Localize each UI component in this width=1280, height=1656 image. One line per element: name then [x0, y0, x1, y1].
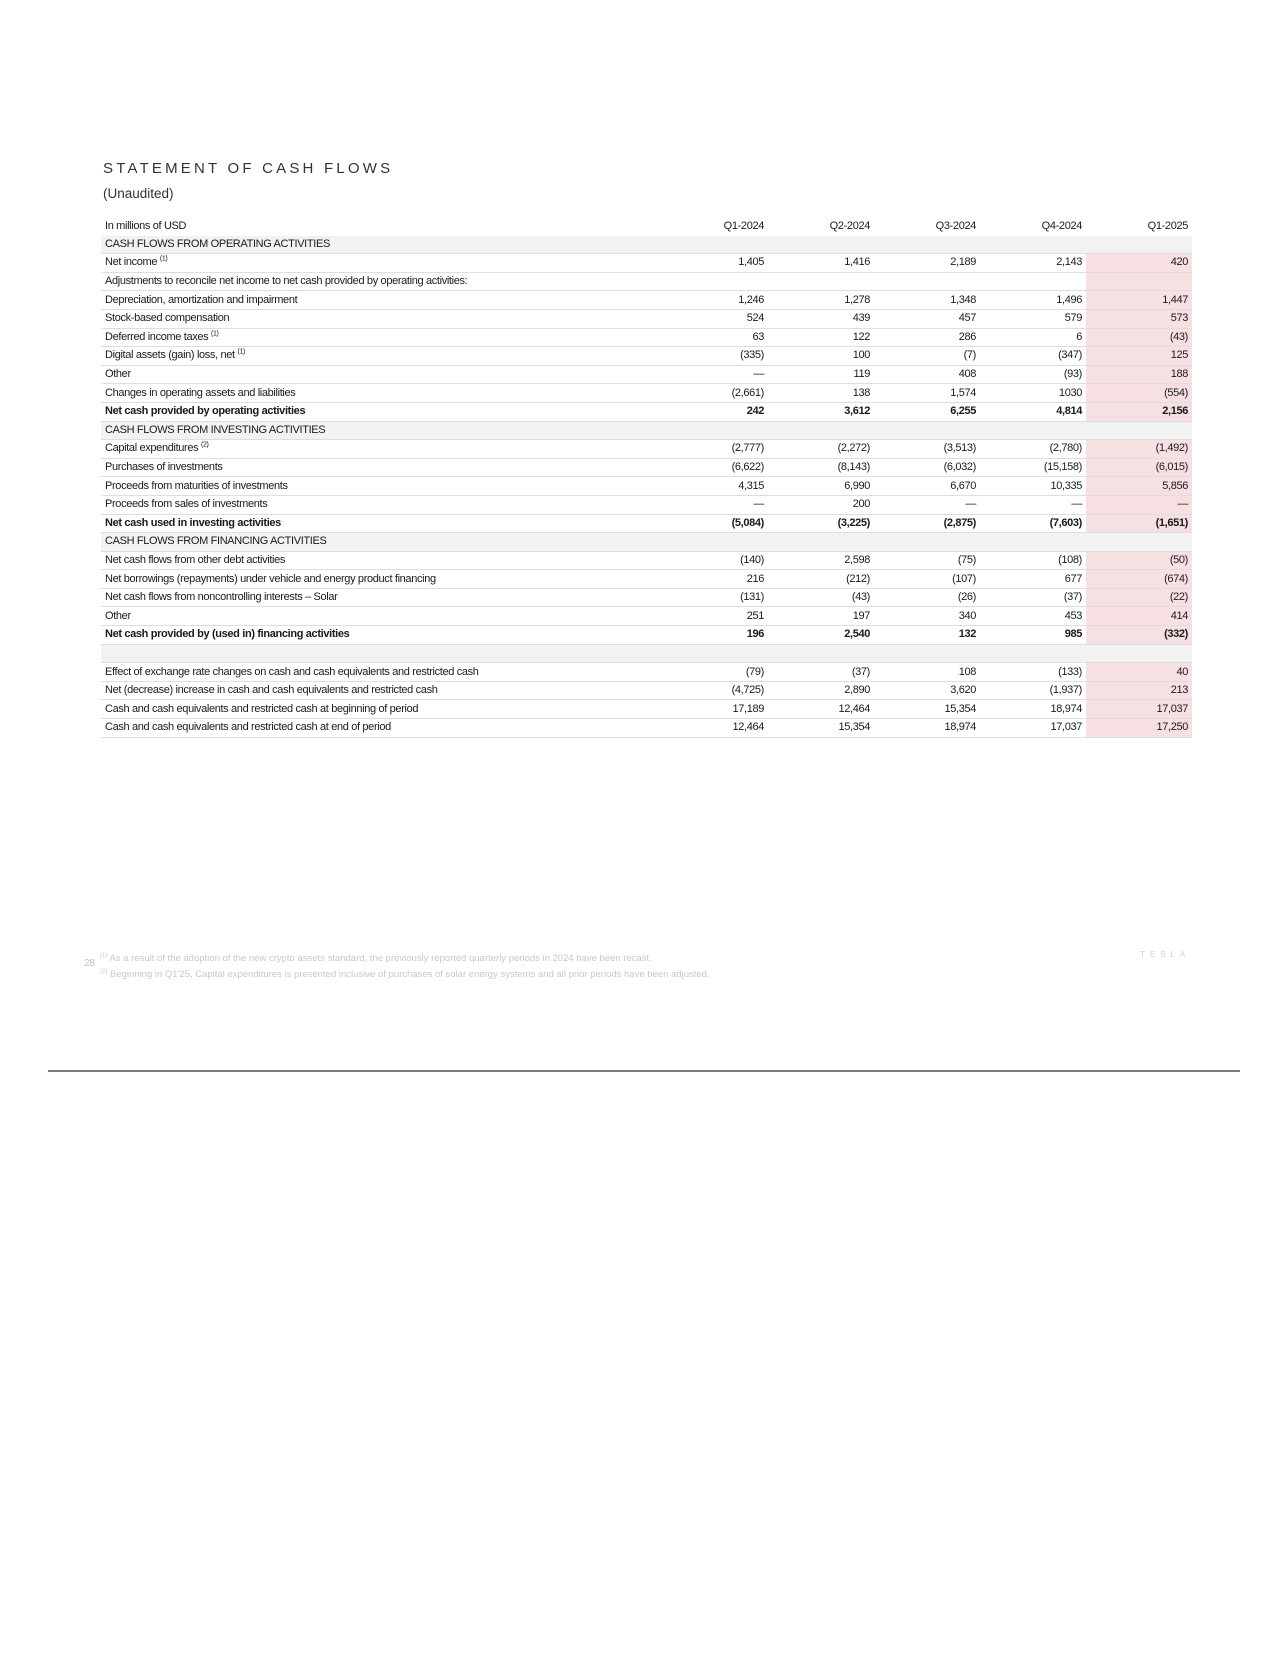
cell-q1-2025: (6,015) — [1086, 458, 1192, 477]
cell-q1-2024: (5,084) — [662, 514, 768, 533]
total-row — [101, 626, 1192, 645]
cell-q1-2024: 12,464 — [662, 719, 768, 738]
cell-q3-2024: 340 — [874, 607, 980, 626]
cell-q3-2024 — [874, 272, 980, 291]
row-label-text: Stock-based compensation — [105, 312, 230, 325]
footnote-1-marker: (1) — [100, 952, 108, 959]
cell-q3-2024 — [874, 533, 980, 552]
cell-q1-2025: (1,651) — [1086, 514, 1192, 533]
cell-q4-2024: 1030 — [980, 384, 1086, 403]
cell-q2-2024: 439 — [768, 309, 874, 328]
row-label — [101, 551, 662, 570]
cell-q3-2024: 6,670 — [874, 477, 980, 496]
row-label — [101, 719, 662, 738]
cell-q4-2024: 985 — [980, 626, 1086, 645]
footnote-ref: (1) — [237, 348, 245, 356]
cell-q1-2024 — [662, 421, 768, 440]
row-label-text: Net cash used in investing activities — [105, 516, 281, 529]
table-row — [101, 588, 1192, 607]
row-label-text: CASH FLOWS FROM OPERATING ACTIVITIES — [105, 237, 330, 250]
table-row — [101, 700, 1192, 719]
cell-q3-2024 — [874, 236, 980, 254]
cell-q1-2025: (50) — [1086, 551, 1192, 570]
cell-q4-2024: (15,158) — [980, 458, 1086, 477]
cell-q1-2025 — [1086, 421, 1192, 440]
cell-q1-2025: 188 — [1086, 365, 1192, 384]
cell-q3-2024: — — [874, 495, 980, 514]
tesla-logo: TESLA — [1140, 950, 1191, 959]
cell-q1-2024: 242 — [662, 402, 768, 421]
row-label — [101, 347, 662, 366]
row-label — [101, 588, 662, 607]
cell-q4-2024: (1,937) — [980, 681, 1086, 700]
row-label — [101, 477, 662, 496]
table-row — [101, 384, 1192, 403]
cell-q4-2024: (108) — [980, 551, 1086, 570]
statement-subtitle: (Unaudited) — [103, 186, 174, 201]
header-units: In millions of USD — [105, 220, 187, 233]
row-label-text: Net cash provided by operating activities — [105, 405, 306, 418]
cell-q1-2024: (2,777) — [662, 440, 768, 459]
row-label-text: Net borrowings (repayments) under vehicle and energy product financing — [105, 572, 436, 585]
row-label-text: Net cash provided by (used in) financing activities — [105, 628, 350, 641]
cell-q4-2024: (133) — [980, 663, 1086, 682]
cell-q4-2024: 17,037 — [980, 719, 1086, 738]
cell-q2-2024 — [768, 421, 874, 440]
cell-q2-2024: 3,612 — [768, 402, 874, 421]
cell-q3-2024: (26) — [874, 588, 980, 607]
cell-q2-2024 — [768, 236, 874, 254]
section-header-row — [101, 533, 1192, 552]
footnote-2-text: Beginning in Q1'25, Capital expenditures is presented inclusive of purchases of solar energy systems and all prior periods have been adjusted. — [109, 969, 710, 980]
cell-q3-2024: 15,354 — [874, 700, 980, 719]
cell-q4-2024: 10,335 — [980, 477, 1086, 496]
cell-q1-2024: 524 — [662, 309, 768, 328]
footnote-2-marker: (2) — [100, 968, 108, 975]
header-q1-2024: Q1-2024 — [723, 220, 764, 233]
row-label-text: Digital assets (gain) loss, net — [105, 349, 235, 362]
row-label — [101, 663, 662, 682]
cell-q1-2025: 17,037 — [1086, 700, 1192, 719]
table-row — [101, 551, 1192, 570]
row-label — [101, 644, 662, 663]
cell-q1-2025: — — [1086, 495, 1192, 514]
cell-q1-2024: (131) — [662, 588, 768, 607]
cell-q1-2024: (335) — [662, 347, 768, 366]
cell-q2-2024: 1,416 — [768, 254, 874, 273]
cell-q4-2024 — [980, 236, 1086, 254]
cell-q1-2024 — [662, 644, 768, 663]
cell-q1-2024: (2,661) — [662, 384, 768, 403]
row-label-text: CASH FLOWS FROM FINANCING ACTIVITIES — [105, 535, 327, 548]
row-label-text: Effect of exchange rate changes on cash and cash equivalents and restricted cash — [105, 665, 479, 678]
cell-q1-2025: 2,156 — [1086, 402, 1192, 421]
table-row — [101, 347, 1192, 366]
cell-q1-2025: 5,856 — [1086, 477, 1192, 496]
cell-q3-2024: 1,574 — [874, 384, 980, 403]
table-row — [101, 495, 1192, 514]
cell-q1-2025: 414 — [1086, 607, 1192, 626]
cell-q2-2024: 12,464 — [768, 700, 874, 719]
row-label-text: Net cash flows from other debt activities — [105, 553, 286, 566]
cell-q2-2024: 200 — [768, 495, 874, 514]
footnote-2 — [100, 967, 710, 983]
row-label-text: Other — [105, 609, 131, 622]
cell-q1-2025 — [1086, 236, 1192, 254]
cell-q3-2024: 132 — [874, 626, 980, 645]
footnotes — [100, 951, 710, 983]
cell-q1-2024: 63 — [662, 328, 768, 347]
cell-q1-2025: 420 — [1086, 254, 1192, 273]
section-header-row — [101, 236, 1192, 254]
row-label — [101, 309, 662, 328]
row-label — [101, 440, 662, 459]
row-label — [101, 236, 662, 254]
cell-q4-2024 — [980, 421, 1086, 440]
table-row — [101, 458, 1192, 477]
cell-q3-2024: 3,620 — [874, 681, 980, 700]
cell-q1-2025: (674) — [1086, 570, 1192, 589]
row-label — [101, 626, 662, 645]
cell-q1-2024: 1,246 — [662, 291, 768, 310]
cell-q1-2025: 17,250 — [1086, 719, 1192, 738]
statement-title: STATEMENT OF CASH FLOWS — [103, 160, 394, 177]
spacer-row — [101, 644, 1192, 663]
table-row — [101, 663, 1192, 682]
row-label-text: Proceeds from maturities of investments — [105, 479, 288, 492]
cell-q1-2024: — — [662, 365, 768, 384]
cell-q1-2024 — [662, 236, 768, 254]
cell-q2-2024: 197 — [768, 607, 874, 626]
row-label-text: Net (decrease) increase in cash and cash equivalents and restricted cash — [105, 684, 438, 697]
row-label-text: Proceeds from sales of investments — [105, 498, 268, 511]
row-label-text: Net income — [105, 256, 158, 269]
cell-q1-2025: 573 — [1086, 309, 1192, 328]
cell-q1-2024: (140) — [662, 551, 768, 570]
cell-q1-2025 — [1086, 272, 1192, 291]
cell-q1-2025: 1,447 — [1086, 291, 1192, 310]
cell-q1-2024: (4,725) — [662, 681, 768, 700]
header-q2-2024: Q2-2024 — [829, 220, 870, 233]
cell-q1-2024: 196 — [662, 626, 768, 645]
total-row — [101, 514, 1192, 533]
cell-q2-2024: 2,890 — [768, 681, 874, 700]
cell-q2-2024 — [768, 644, 874, 663]
cell-q4-2024: (2,780) — [980, 440, 1086, 459]
row-label — [101, 384, 662, 403]
cell-q1-2024: 17,189 — [662, 700, 768, 719]
table-row — [101, 272, 1192, 291]
table-row — [101, 607, 1192, 626]
footnote-ref: (2) — [201, 441, 209, 449]
cell-q1-2025: (1,492) — [1086, 440, 1192, 459]
table-header-row — [101, 218, 1192, 236]
cell-q3-2024: 457 — [874, 309, 980, 328]
table-body — [101, 236, 1192, 738]
cell-q2-2024 — [768, 272, 874, 291]
cell-q2-2024: (8,143) — [768, 458, 874, 477]
cell-q4-2024: (37) — [980, 588, 1086, 607]
cell-q2-2024: 6,990 — [768, 477, 874, 496]
cell-q1-2024: 251 — [662, 607, 768, 626]
row-label — [101, 533, 662, 552]
cell-q4-2024: (347) — [980, 347, 1086, 366]
row-label-text: Deferred income taxes — [105, 330, 209, 343]
cell-q3-2024: (6,032) — [874, 458, 980, 477]
cell-q2-2024: 100 — [768, 347, 874, 366]
cell-q2-2024: 138 — [768, 384, 874, 403]
cell-q1-2024: (79) — [662, 663, 768, 682]
cell-q3-2024: (7) — [874, 347, 980, 366]
row-label-text: Changes in operating assets and liabilities — [105, 386, 296, 399]
row-label-text: Purchases of investments — [105, 461, 223, 474]
cell-q4-2024: 4,814 — [980, 402, 1086, 421]
cell-q1-2024 — [662, 533, 768, 552]
cell-q1-2024 — [662, 272, 768, 291]
row-label — [101, 402, 662, 421]
cell-q3-2024: 1,348 — [874, 291, 980, 310]
cell-q2-2024: (3,225) — [768, 514, 874, 533]
cell-q4-2024: (93) — [980, 365, 1086, 384]
cell-q4-2024 — [980, 644, 1086, 663]
row-label-text: Cash and cash equivalents and restricted cash at beginning of period — [105, 702, 419, 715]
table-row — [101, 365, 1192, 384]
cell-q3-2024: (107) — [874, 570, 980, 589]
cell-q1-2025 — [1086, 533, 1192, 552]
table-row — [101, 254, 1192, 273]
cell-q3-2024: 6,255 — [874, 402, 980, 421]
row-label-text: Cash and cash equivalents and restricted cash at end of period — [105, 721, 391, 734]
row-label — [101, 272, 662, 291]
row-label-text: CASH FLOWS FROM INVESTING ACTIVITIES — [105, 423, 326, 436]
row-label — [101, 291, 662, 310]
cell-q3-2024 — [874, 644, 980, 663]
cell-q2-2024: (43) — [768, 588, 874, 607]
row-label-text: Net cash flows from noncontrolling interests – Solar — [105, 591, 338, 604]
table-row — [101, 328, 1192, 347]
cell-q4-2024: 6 — [980, 328, 1086, 347]
section-header-row — [101, 421, 1192, 440]
row-label-text: Depreciation, amortization and impairment — [105, 293, 298, 306]
cell-q1-2025 — [1086, 644, 1192, 663]
footnote-ref: (1) — [159, 255, 168, 263]
page-divider — [48, 1070, 1240, 1072]
cell-q1-2024: 216 — [662, 570, 768, 589]
cell-q2-2024: 2,540 — [768, 626, 874, 645]
cell-q3-2024: 108 — [874, 663, 980, 682]
cell-q1-2025: (554) — [1086, 384, 1192, 403]
cash-flow-table — [101, 218, 1192, 738]
cell-q4-2024: 453 — [980, 607, 1086, 626]
cell-q2-2024: 2,598 — [768, 551, 874, 570]
row-label — [101, 700, 662, 719]
row-label — [101, 328, 662, 347]
table-row — [101, 681, 1192, 700]
table-row — [101, 440, 1192, 459]
cell-q4-2024: 1,496 — [980, 291, 1086, 310]
cell-q2-2024 — [768, 533, 874, 552]
cell-q3-2024: 408 — [874, 365, 980, 384]
header-q4-2024: Q4-2024 — [1041, 220, 1082, 233]
cell-q1-2024: (6,622) — [662, 458, 768, 477]
cell-q1-2025: 213 — [1086, 681, 1192, 700]
cell-q2-2024: 1,278 — [768, 291, 874, 310]
cell-q3-2024: (2,875) — [874, 514, 980, 533]
table-row — [101, 477, 1192, 496]
cell-q1-2025: 40 — [1086, 663, 1192, 682]
cell-q2-2024: (2,272) — [768, 440, 874, 459]
cell-q3-2024 — [874, 421, 980, 440]
row-label — [101, 458, 662, 477]
row-label — [101, 681, 662, 700]
table-row — [101, 719, 1192, 738]
cell-q1-2024: 4,315 — [662, 477, 768, 496]
cell-q1-2025: (43) — [1086, 328, 1192, 347]
cell-q1-2025: (22) — [1086, 588, 1192, 607]
cell-q4-2024 — [980, 533, 1086, 552]
row-label — [101, 365, 662, 384]
cell-q3-2024: (3,513) — [874, 440, 980, 459]
footnote-1-text: As a result of the adoption of the new crypto assets standard, the previously reported quarterly periods in 2024 have been recast. — [109, 953, 652, 964]
table-row — [101, 291, 1192, 310]
row-label — [101, 495, 662, 514]
row-label — [101, 421, 662, 440]
cell-q4-2024 — [980, 272, 1086, 291]
row-label-text: Capital expenditures — [105, 442, 199, 455]
cell-q4-2024: 2,143 — [980, 254, 1086, 273]
cell-q3-2024: (75) — [874, 551, 980, 570]
row-label — [101, 254, 662, 273]
cell-q3-2024: 286 — [874, 328, 980, 347]
cell-q2-2024: 119 — [768, 365, 874, 384]
cell-q2-2024: (212) — [768, 570, 874, 589]
cell-q1-2025: 125 — [1086, 347, 1192, 366]
row-label — [101, 570, 662, 589]
row-label-text: Other — [105, 368, 131, 381]
cell-q4-2024: (7,603) — [980, 514, 1086, 533]
cell-q3-2024: 2,189 — [874, 254, 980, 273]
cell-q4-2024: 18,974 — [980, 700, 1086, 719]
row-label — [101, 514, 662, 533]
row-label — [101, 607, 662, 626]
cell-q4-2024: 579 — [980, 309, 1086, 328]
cell-q3-2024: 18,974 — [874, 719, 980, 738]
page-number: 28 — [84, 958, 96, 969]
footnote-ref: (1) — [211, 330, 219, 338]
cell-q2-2024: (37) — [768, 663, 874, 682]
cell-q1-2024: — — [662, 495, 768, 514]
cell-q1-2025: (332) — [1086, 626, 1192, 645]
table-row — [101, 570, 1192, 589]
cell-q2-2024: 122 — [768, 328, 874, 347]
row-label-text: Adjustments to reconcile net income to net cash provided by operating activities: — [105, 275, 468, 288]
cell-q2-2024: 15,354 — [768, 719, 874, 738]
cell-q1-2024: 1,405 — [662, 254, 768, 273]
total-row — [101, 402, 1192, 421]
header-q3-2024: Q3-2024 — [935, 220, 976, 233]
header-q1-2025: Q1-2025 — [1147, 220, 1188, 233]
footnote-1 — [100, 951, 710, 967]
cell-q4-2024: — — [980, 495, 1086, 514]
cell-q4-2024: 677 — [980, 570, 1086, 589]
table-row — [101, 309, 1192, 328]
